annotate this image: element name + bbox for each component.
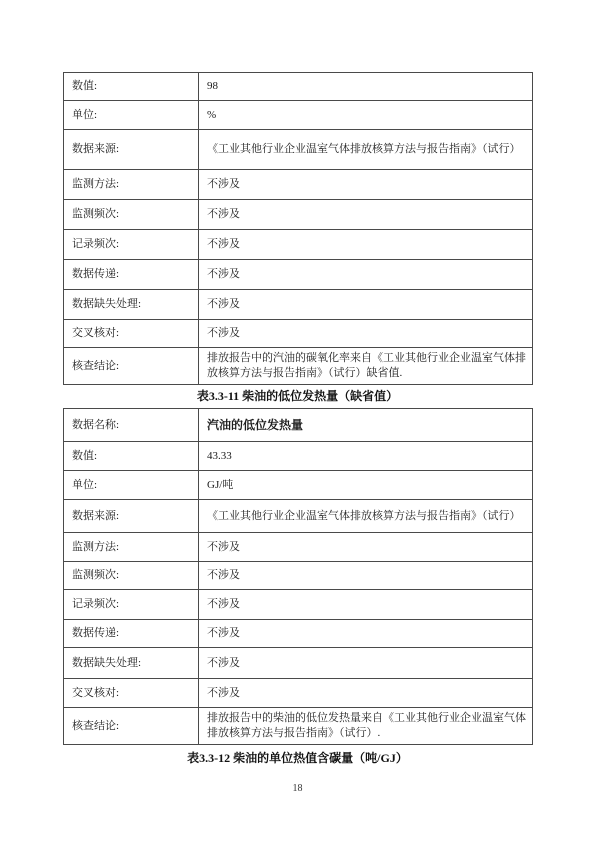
row-label: 交叉核对:: [64, 679, 199, 708]
table-row: [64, 348, 533, 385]
row-value: 98: [199, 73, 533, 101]
row-label: 数据传递:: [64, 260, 199, 290]
row-value: 不涉及: [199, 562, 533, 590]
table-row: [64, 320, 533, 348]
table-row: [64, 170, 533, 200]
table-row: [64, 73, 533, 101]
row-label: 单位:: [64, 471, 199, 500]
table-row: [64, 590, 533, 620]
row-value: 不涉及: [199, 290, 533, 320]
row-value: 不涉及: [199, 533, 533, 562]
row-value: 不涉及: [199, 620, 533, 648]
row-value: 不涉及: [199, 648, 533, 679]
table-row: [64, 290, 533, 320]
row-value: %: [199, 101, 533, 130]
document-page: [63, 72, 532, 794]
row-value: 排放报告中的汽油的碳氧化率来自《工业其他行业企业温室气体排放核算方法与报告指南》（试行）缺省值.: [199, 348, 533, 385]
row-value: 43.33: [199, 442, 533, 471]
row-label: 核查结论:: [64, 348, 199, 385]
table-row: [64, 708, 533, 745]
row-label: 数值:: [64, 73, 199, 101]
row-value: 不涉及: [199, 170, 533, 200]
row-label: 记录频次:: [64, 230, 199, 260]
row-label: 记录频次:: [64, 590, 199, 620]
row-value: 不涉及: [199, 260, 533, 290]
row-value: 《工业其他行业企业温室气体排放核算方法与报告指南》（试行）: [199, 130, 533, 170]
row-label: 交叉核对:: [64, 320, 199, 348]
row-value: 不涉及: [199, 679, 533, 708]
row-value: 《工业其他行业企业温室气体排放核算方法与报告指南》（试行）: [199, 500, 533, 533]
table-row: [64, 442, 533, 471]
table-row: [64, 620, 533, 648]
table-caption: 表3.3-12 柴油的单位热值含碳量（吨/GJ）: [187, 751, 408, 765]
row-label: 数值:: [64, 442, 199, 471]
row-label: 监测方法:: [64, 533, 199, 562]
row-label: 监测频次:: [64, 562, 199, 590]
row-label: 监测方法:: [64, 170, 199, 200]
table-row: [64, 200, 533, 230]
row-label: 数据缺失处理:: [64, 290, 199, 320]
table-row: [64, 130, 533, 170]
row-label: 数据传递:: [64, 620, 199, 648]
row-label: 核查结论:: [64, 708, 199, 745]
row-value: 不涉及: [199, 590, 533, 620]
table-row: [64, 409, 533, 442]
table-row: [64, 679, 533, 708]
page-number: 18: [292, 783, 303, 794]
row-label: 数据来源:: [64, 500, 199, 533]
row-value: 不涉及: [199, 200, 533, 230]
table-gasoline-net-calorific-value: [63, 408, 533, 745]
table-row: [64, 500, 533, 533]
row-value: 汽油的低位发热量: [199, 409, 533, 442]
row-label: 单位:: [64, 101, 199, 130]
table-row: [64, 230, 533, 260]
table-row: [64, 533, 533, 562]
row-label: 数据名称:: [64, 409, 199, 442]
table-row: [64, 648, 533, 679]
table-row: [64, 562, 533, 590]
row-label: 数据缺失处理:: [64, 648, 199, 679]
row-label: 监测频次:: [64, 200, 199, 230]
row-value: 排放报告中的柴油的低位发热量来自《工业其他行业企业温室气体排放核算方法与报告指南》（试行）.: [199, 708, 533, 745]
table-row: [64, 101, 533, 130]
table-caption: 表3.3-11 柴油的低位发热量（缺省值）: [196, 389, 399, 403]
row-value: 不涉及: [199, 320, 533, 348]
table-row: [64, 471, 533, 500]
table-row: [64, 260, 533, 290]
row-value: 不涉及: [199, 230, 533, 260]
row-label: 数据来源:: [64, 130, 199, 170]
table-gasoline-carbon-oxidation-rate: [63, 72, 533, 385]
row-value: GJ/吨: [199, 471, 533, 500]
